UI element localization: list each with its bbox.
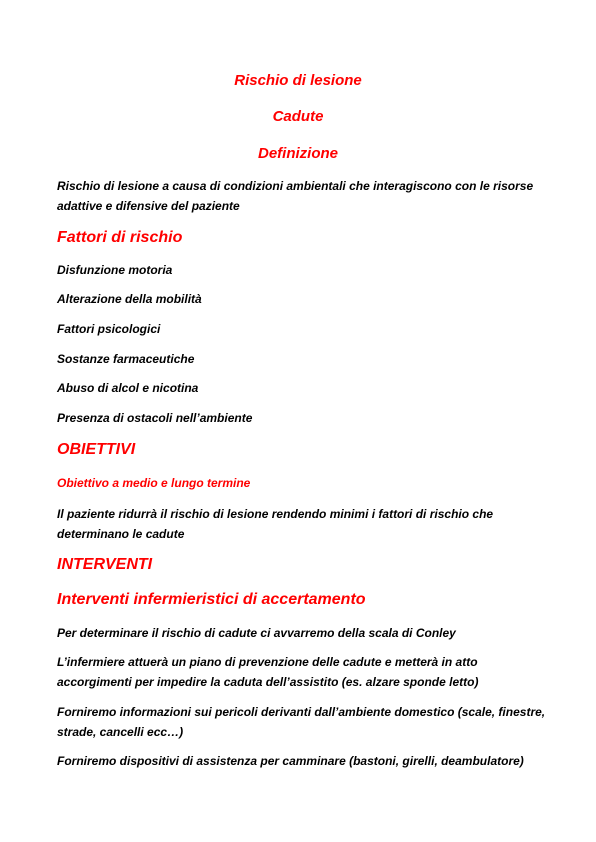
risk-factor-item: Fattori psicologici: [57, 322, 161, 336]
risk-factor-item: Presenza di ostacoli nell’ambiente: [57, 411, 253, 425]
objectives-heading: OBIETTIVI: [57, 441, 136, 458]
risk-factor-item: Alterazione della mobilità: [57, 292, 202, 306]
subtitle: Cadute: [272, 108, 324, 125]
objectives-text: Il paziente ridurrà il rischio di lesione rendendo minimi i fattori di rischio che determinano le cadute: [57, 507, 494, 541]
main-title: Rischio di lesione: [234, 72, 362, 89]
intervention-item: Forniremo dispositivi di assistenza per camminare (bastoni, girelli, deambulatore): [57, 754, 524, 768]
risk-factor-item: Sostanze farmaceutiche: [57, 352, 195, 366]
risk-factor-item: Abuso di alcol e nicotina: [57, 381, 199, 395]
intervention-item: L’infermiere attuerà un piano di prevenzione delle cadute e metterà in atto accorgimenti per impedire la caduta dell’assistito (es. alzare sponde letto): [57, 655, 479, 689]
risk-factor-item: Disfunzione motoria: [57, 263, 173, 277]
definition-heading: Definizione: [257, 145, 338, 162]
definition-text: Rischio di lesione a causa di condizioni ambientali che interagiscono con le risorse adattive e difensive del paziente: [57, 179, 534, 213]
risk-factors-heading: Fattori di rischio: [57, 229, 183, 246]
interventions-subheading: Interventi infermieristici di accertamento: [57, 591, 366, 608]
intervention-item: Per determinare il rischio di cadute ci avvarremo della scala di Conley: [57, 626, 456, 640]
interventions-heading: INTERVENTI: [57, 556, 153, 573]
objectives-subheading: Obiettivo a medio e lungo termine: [57, 476, 251, 490]
intervention-item: Forniremo informazioni sui pericoli derivanti dall’ambiente domestico (scale, finestre, strade, cancelli ecc…): [57, 705, 546, 739]
